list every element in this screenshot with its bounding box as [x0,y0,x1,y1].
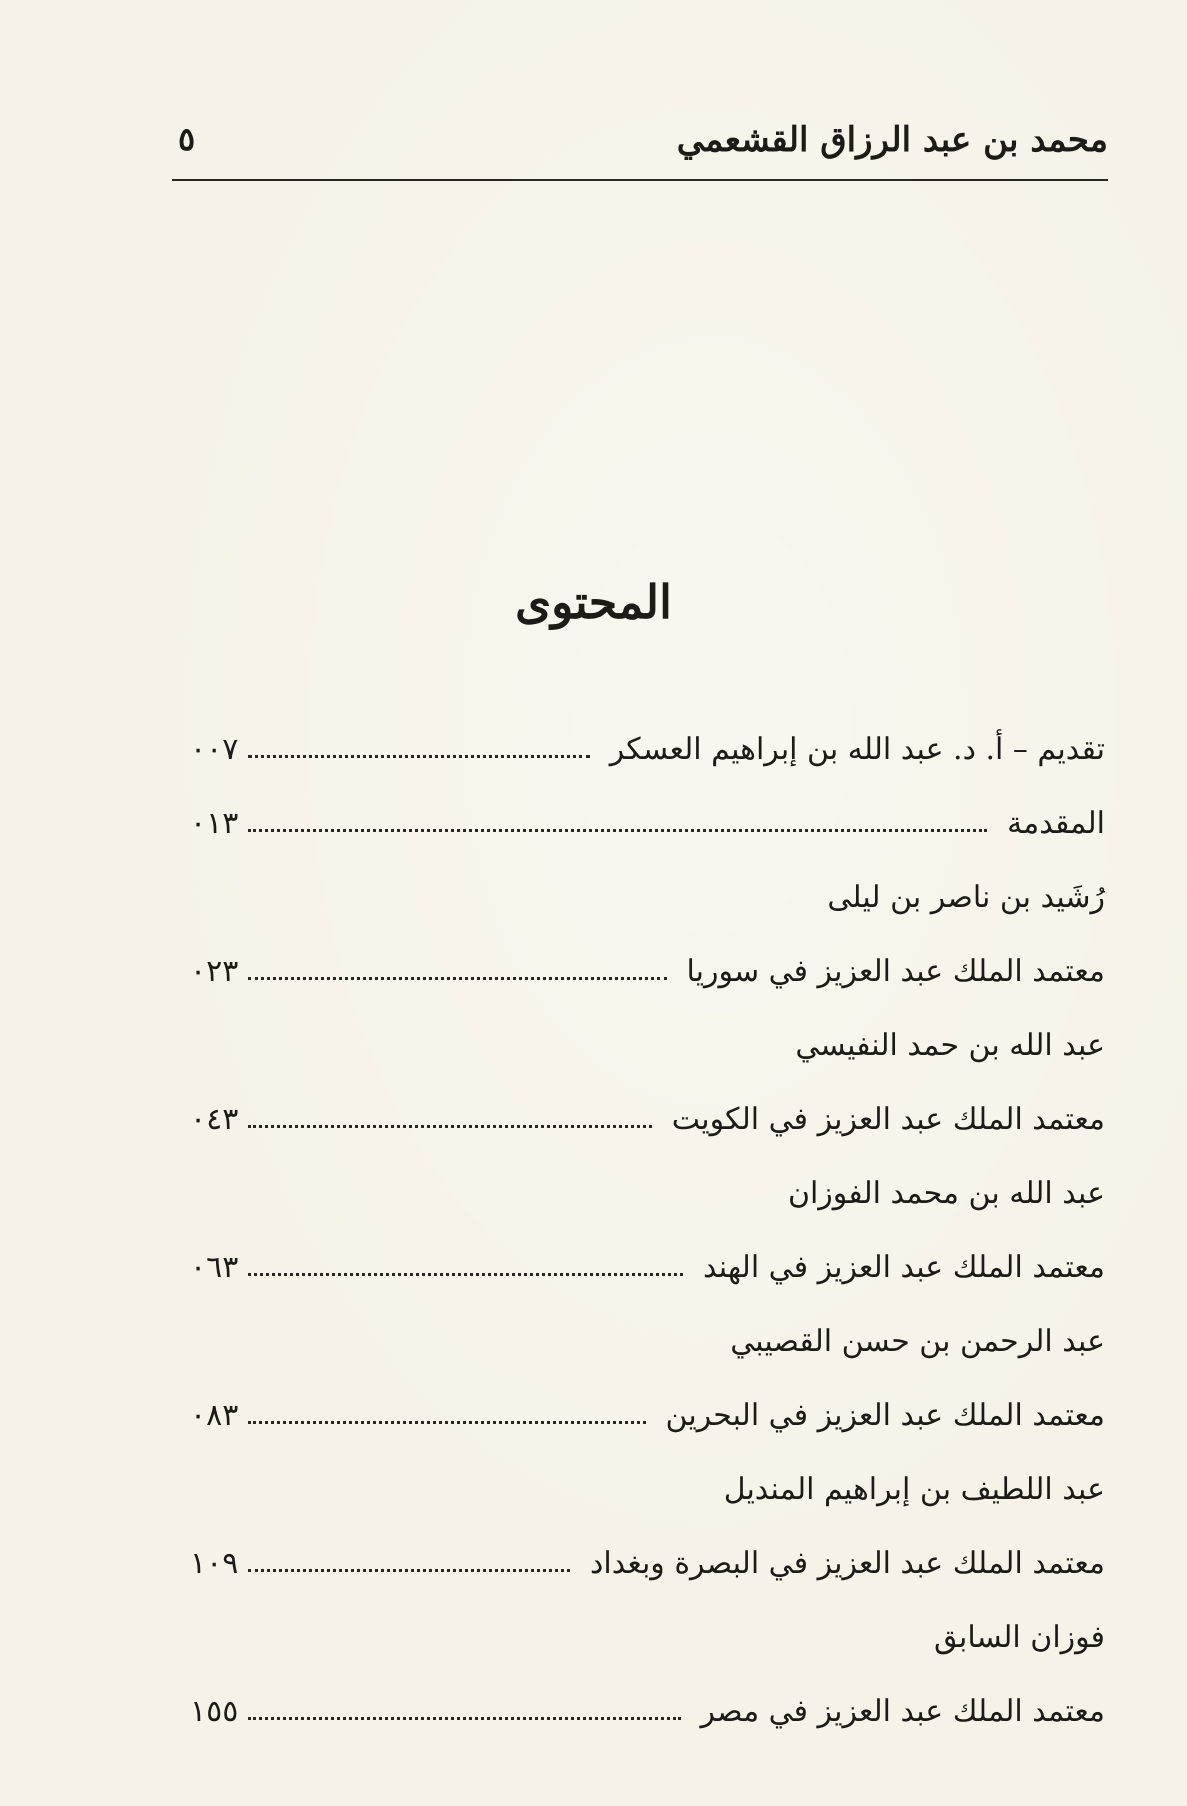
toc-entry [190,786,1105,860]
dot-leader [248,1125,651,1128]
header-rule [172,179,1108,181]
toc-entry-text: معتمد الملك عبد العزيز في الهند [703,1249,1105,1285]
page-number: ٥ [178,120,196,158]
toc-entry [190,1082,1105,1156]
dot-leader [248,1569,570,1572]
toc-entry-text: فوزان السابق [934,1619,1105,1655]
toc-entry-text: معتمد الملك عبد العزيز في سوريا [686,953,1105,989]
running-title: محمد بن عبد الرزاق القشعمي [676,120,1108,160]
toc-entry [190,1230,1105,1304]
toc-entry-text: معتمد الملك عبد العزيز في البصرة وبغداد [590,1545,1105,1581]
dot-leader [248,1717,680,1720]
dot-leader [248,829,987,832]
dot-leader [248,977,666,980]
dot-leader [248,1421,645,1424]
toc-entry-text: عبد الرحمن بن حسن القصيبي [730,1323,1105,1359]
toc-entry-text: تقديم – أ. د. عبد الله بن إبراهيم العسكر [609,731,1105,767]
toc-entry [190,934,1105,1008]
dot-leader [248,1273,683,1276]
toc-entry [190,1526,1105,1600]
toc-entry-text: عبد الله بن محمد الفوزان [787,1175,1105,1211]
toc-entry [190,1378,1105,1452]
toc-entry-text: معتمد الملك عبد العزيز في البحرين [665,1397,1105,1433]
toc-entry [190,1452,1105,1526]
toc-entry-text: معتمد الملك عبد العزيز في مصر [700,1693,1105,1729]
dot-leader [248,755,589,758]
toc-entry-page: ١٠٩ [190,1545,239,1581]
toc-entry-text: المقدمة [1007,805,1105,841]
toc-entry [190,1008,1105,1082]
toc-entry-text: رُشَيد بن ناصر بن ليلى [827,879,1105,915]
toc-entry-page: ٠١٣ [190,805,239,841]
toc-entry [190,1156,1105,1230]
toc-entry [190,712,1105,786]
table-of-contents [190,712,1105,1748]
toc-entry-page: ٠٦٣ [190,1249,239,1285]
toc-entry-page: ٠٤٣ [190,1101,239,1137]
toc-entry [190,1304,1105,1378]
toc-entry [190,1674,1105,1748]
toc-entry [190,1600,1105,1674]
toc-entry-page: ٠٢٣ [190,953,239,989]
contents-title: المحتوى [515,575,672,629]
toc-entry [190,860,1105,934]
toc-entry-text: عبد الله بن حمد النفيسي [795,1027,1105,1063]
toc-entry-page: ١٥٥ [190,1693,239,1729]
toc-entry-page: ٠٨٣ [190,1397,239,1433]
running-head [172,108,1108,168]
toc-entry-page: ٠٠٧ [190,731,239,767]
toc-entry-text: معتمد الملك عبد العزيز في الكويت [671,1101,1105,1137]
toc-entry-text: عبد اللطيف بن إبراهيم المنديل [723,1471,1105,1507]
